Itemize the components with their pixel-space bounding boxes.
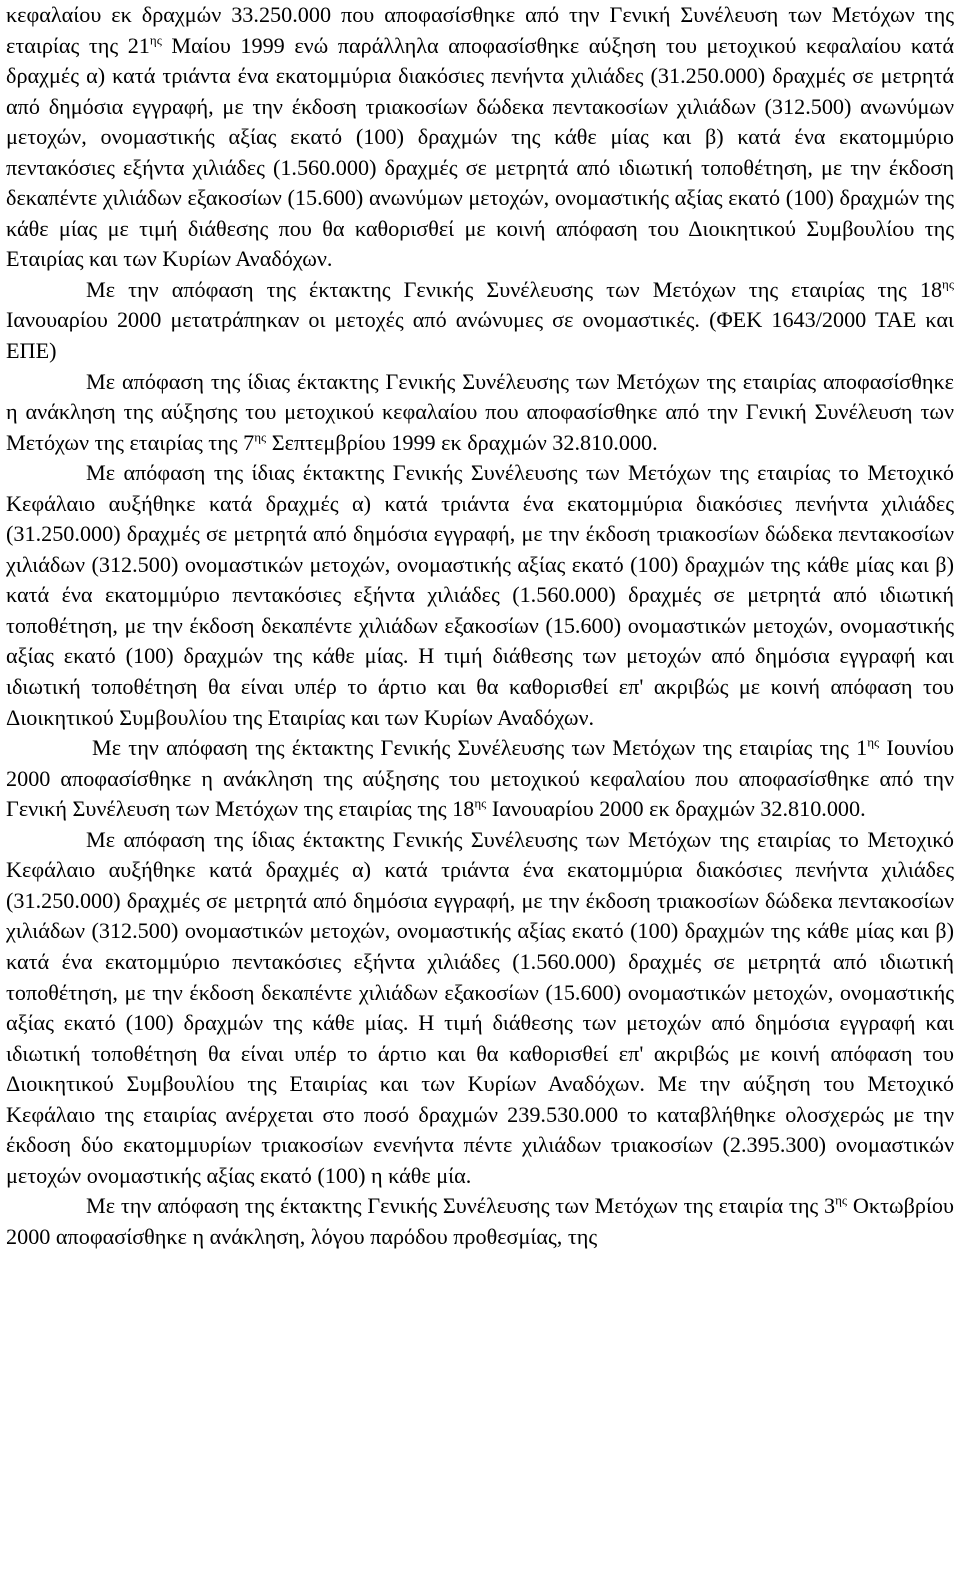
ordinal-superscript: ης (474, 795, 487, 811)
paragraph-text: Σεπτεμβρίου 1999 εκ δραχμών 32.810.000. (266, 429, 658, 455)
paragraph-text: Με απόφαση της ίδιας έκτακτης Γενικής Συνέλευσης των Μετόχων της εταιρίας το Μετοχικό Κεφάλαιο αυξήθηκε κατά δραχμές α) κατά τριάντα ένα εκατομμύρια διακόσιες πενήντα χιλιάδες (31.250.000) δραχμές σε μετρητά από δημόσια εγγραφή, με την έκδοση τριακοσίων δώδεκα πεντακοσίων χιλιάδων (312.500) ονομαστικών μετοχών, ονομαστικής αξίας εκατό (100) δραχμών της κάθε μίας και β) κατά ένα εκατομμύριο πεντακόσιες εξήντα χιλιάδες (1.560.000) δραχμές σε μετρητά από ιδιωτική τοποθέτηση, με την έκδοση δεκαπέντε χιλιάδων εξακοσίων (15.600) ονομαστικών μετοχών, ονομαστικής αξίας εκατό (100) δραχμών της κάθε μίας. Η τιμή διάθεσης των μετοχών από δημόσια εγγραφή και ιδιωτική τοποθέτηση θα είναι υπέρ το άρτιο και θα καθορισθεί επ' ακριβώς με κοινή απόφαση του Διοικητικού Συμβουλίου της Εταιρίας και των Κυρίων Αναδόχων. Με την αύξηση του Μετοχικό Κεφάλαιο της εταιρίας ανέρχεται στο ποσό δραχμών 239.530.000 το καταβλήθηκε ολοσχερώς με την έκδοση δύο εκατομμυρίων τριακοσίων ενενήντα πέντε χιλιάδων τριακοσίων (2.395.300) ονομαστικών μετοχών ονομαστικής αξίας εκατό (100) η κάθε μία. (6, 826, 954, 1188)
paragraph (6, 733, 954, 825)
paragraph-text: Οκτωβρίου 2000 αποφασίσθηκε η ανάκληση, λόγου παρόδου προθεσμίας, της (6, 1193, 954, 1249)
paragraph (6, 0, 954, 275)
ordinal-superscript: ης (867, 734, 880, 750)
paragraph (6, 1191, 954, 1252)
paragraph (6, 458, 954, 733)
ordinal-superscript: ης (254, 429, 267, 445)
ordinal-superscript: ης (835, 1192, 848, 1208)
paragraph-text: κεφαλαίου εκ δραχμών 33.250.000 που αποφασίσθηκε από την Γενική Συνέλευση των Μετόχων της εταιρίας της 21 (6, 2, 954, 58)
paragraph-text: Ιανουαρίου 2000 μετατράπηκαν οι μετοχές από ανώνυμες σε ονομαστικές. (ΦΕΚ 1643/2000 ΤΑΕ και ΕΠΕ) (6, 307, 954, 364)
paragraph-text: Μαίου 1999 ενώ παράλληλα αποφασίσθηκε αύξηση του μετοχικού κεφαλαίου κατά δραχμές α) κατά τριάντα ένα εκατομμύρια διακόσιες πενήντα χιλιάδες (31.250.000) δραχμές σε μετρητά από δημόσια εγγραφή, με την έκδοση τριακοσίων δώδεκα πεντακοσίων χιλιάδων (312.500) ανωνύμων μετοχών, ονομαστικής αξίας εκατό (100) δραχμών της κάθε μίας και β) κατά ένα εκατομμύριο πεντακόσιες εξήντα χιλιάδες (1.560.000) δραχμές σε μετρητά από ιδιωτική τοποθέτηση, με την έκδοση δεκαπέντε χιλιάδων εξακοσίων (15.600) ανωνύμων μετοχών, ονομαστικής αξίας εκατό (100) δραχμών της κάθε μίας με τιμή διάθεσης που θα καθορισθεί με κοινή απόφαση του Διοικητικού Συμβουλίου της Εταιρίας και των Κυρίων Αναδόχων. (6, 32, 954, 272)
paragraph-text: Με απόφαση της ίδιας έκτακτης Γενικής Συνέλευσης των Μετόχων της εταιρίας αποφασίσθηκε η ανάκληση της αύξησης του μετοχικού κεφαλαίου που αποφασίσθηκε από την Γενική Συνέλευση των Μετόχων της εταιρίας της 7 (6, 368, 954, 455)
paragraph-text: Με την απόφαση της έκτακτης Γενικής Συνέλευσης των Μετόχων της εταιρίας της 18 (86, 276, 943, 302)
paragraph-text: Ιανουαρίου 2000 εκ δραχμών 32.810.000. (486, 796, 866, 822)
paragraph (6, 825, 954, 1192)
ordinal-superscript: ης (942, 276, 954, 292)
document-page (6, 0, 954, 1252)
paragraph-text: Ιουνίου 2000 αποφασίσθηκε η ανάκληση της αύξησης του μετοχικού κεφαλαίου που αποφασίσθηκε από την Γενική Συνέλευση των Μετόχων της εταιρίας της 18 (6, 735, 954, 822)
paragraph-text: Με την απόφαση της έκτακτης Γενικής Συνέλευσης των Μετόχων της εταιρία της 3 (86, 1193, 836, 1219)
paragraph-text: Με απόφαση της ίδιας έκτακτης Γενικής Συνέλευσης των Μετόχων της εταιρίας το Μετοχικό Κεφάλαιο αυξήθηκε κατά δραχμές α) κατά τριάντα ένα εκατομμύρια διακόσιες πενήντα χιλιάδες (31.250.000) δραχμές σε μετρητά από δημόσια εγγραφή, με την έκδοση τριακοσίων δώδεκα πεντακοσίων χιλιάδων (312.500) ονομαστικών μετοχών, ονομαστικής αξίας εκατό (100) δραχμών της κάθε μίας και β) κατά ένα εκατομμύριο πεντακόσιες εξήντα χιλιάδες (1.560.000) δραχμές σε μετρητά από ιδιωτική τοποθέτηση, με την έκδοση δεκαπέντε χιλιάδων εξακοσίων (15.600) ονομαστικών μετοχών, ονομαστικής αξίας εκατό (100) δραχμών της κάθε μίας. Η τιμή διάθεσης των μετοχών από δημόσια εγγραφή και ιδιωτική τοποθέτηση θα είναι υπέρ το άρτιο και θα καθορισθεί επ' ακριβώς με κοινή απόφαση του Διοικητικού Συμβουλίου της Εταιρίας και των Κυρίων Αναδόχων. (6, 460, 954, 730)
paragraph-text: Με την απόφαση της έκτακτης Γενικής Συνέλευσης των Μετόχων της εταιρίας της 1 (92, 735, 868, 761)
ordinal-superscript: ης (149, 32, 162, 48)
paragraph (6, 367, 954, 459)
paragraph (6, 275, 954, 367)
